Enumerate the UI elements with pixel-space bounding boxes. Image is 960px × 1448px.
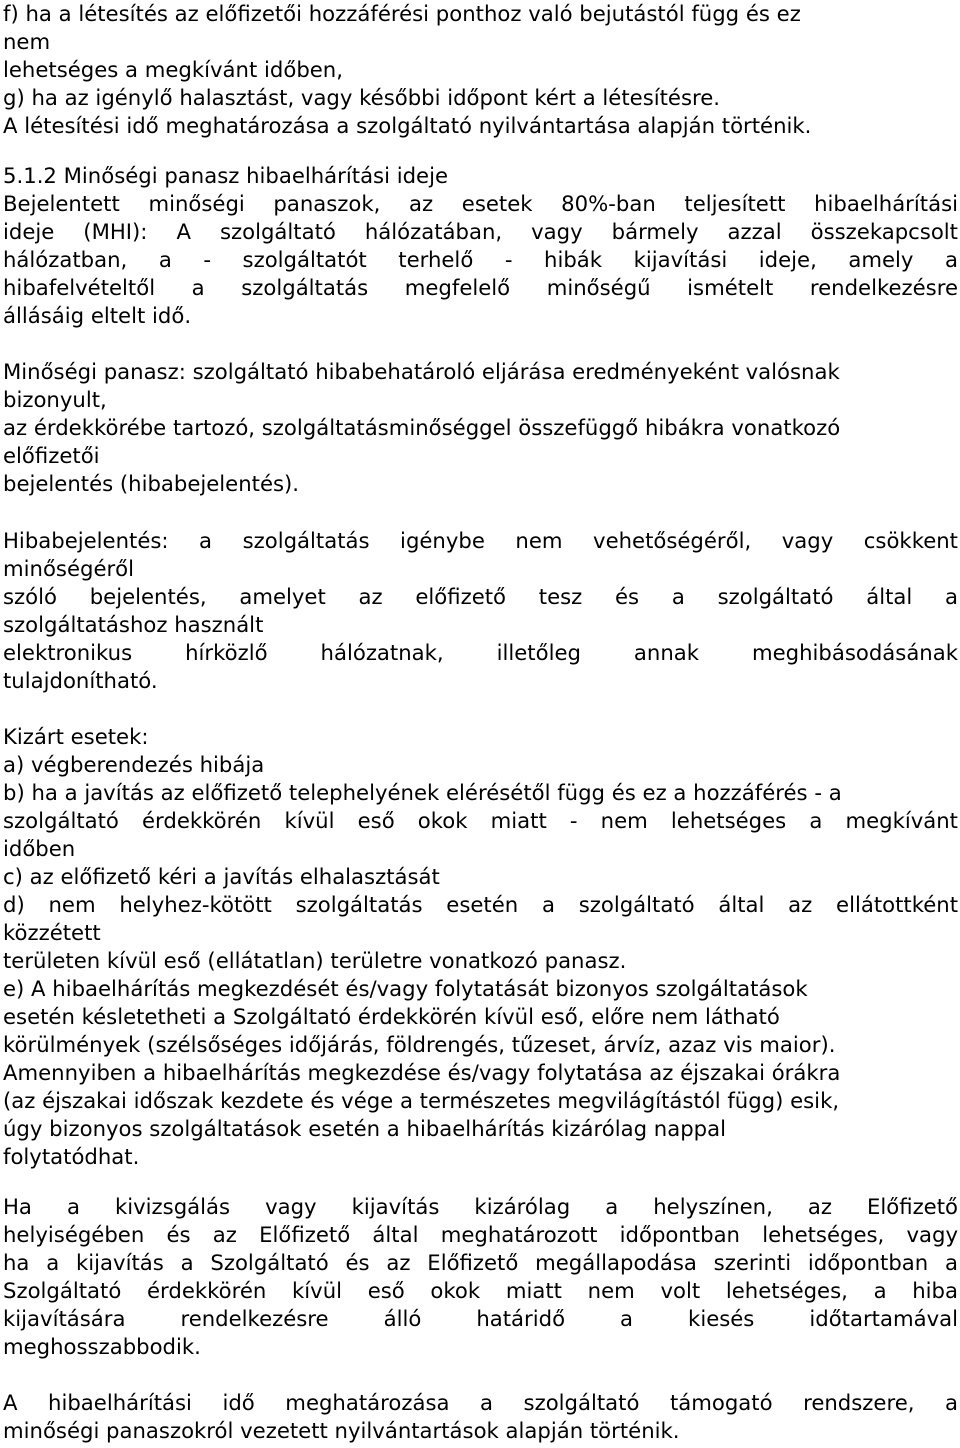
text-line: hibafelvételtől a szolgáltatás megfelelő minőségű ismételt rendelkezésre	[3, 275, 958, 300]
text-line: Szolgáltató érdekkörén kívül eső okok miatt nem volt lehetséges, a hiba	[3, 1278, 958, 1303]
text-line: területen kívül eső (ellátatlan) területre vonatkozó panasz.	[3, 948, 627, 973]
text-line: minőségi panaszokról vezetett nyilvántartások alapján történik.	[3, 1418, 680, 1443]
text-line: (az éjszakai időszak kezdete és vége a természetes megvilágítástól függ) esik,	[3, 1088, 840, 1113]
text-line: A létesítési idő meghatározása a szolgáltató nyilvántartása alapján történik.	[3, 113, 812, 138]
text-line: Amennyiben a hibaelhárítás megkezdése és/vagy folytatása az éjszakai órákra	[3, 1060, 841, 1085]
text-line: Hibabejelentés: a szolgáltatás igénybe nem vehetőségéről, vagy csökkent	[3, 528, 958, 553]
text-line: Bejelentett minőségi panaszok, az esetek 80%-ban teljesített hibaelhárítási	[3, 191, 958, 216]
text-line: a) végberendezés hibája	[3, 752, 265, 777]
text-line: bejelentés (hibabejelentés).	[3, 471, 300, 496]
text-line: meghosszabbodik.	[3, 1334, 201, 1359]
text-line: ideje (MHI): A szolgáltató hálózatában, vagy bármely azzal összekapcsolt	[3, 219, 958, 244]
text-line: ha a kijavítás a Szolgáltató és az Előfizető megállapodása szerinti időpontban a	[3, 1250, 958, 1275]
text-line: Ha a kivizsgálás vagy kijavítás kizárólag a helyszínen, az Előfizető	[3, 1194, 958, 1219]
text-line: Minőségi panasz: szolgáltató hibabehatároló eljárása eredményeként valósnak	[3, 359, 840, 384]
text-line: közzétett	[3, 920, 101, 945]
section-heading: 5.1.2 Minőségi panasz hibaelhárítási ideje	[3, 163, 449, 188]
text-line: d) nem helyhez-kötött szolgáltatás esetén a szolgáltató által az ellátottként	[3, 892, 958, 917]
text-line: kijavítására rendelkezésre álló határidő a kiesés időtartamával	[3, 1306, 958, 1331]
text-line: f) ha a létesítés az előfizetői hozzáférési ponthoz való bejutástól függ és ez	[3, 1, 801, 26]
text-line: b) ha a javítás az előfizető telephelyének elérésétől függ és ez a hozzáférés - a	[3, 780, 842, 805]
text-line: g) ha az igénylő halasztást, vagy későbbi időpont kért a létesítésre.	[3, 85, 721, 110]
text-line: bizonyult,	[3, 387, 107, 412]
text-line: hálózatban, a - szolgáltatót terhelő - hibák kijavítási ideje, amely a	[3, 247, 958, 272]
text-line: időben	[3, 836, 76, 861]
text-line: e) A hibaelhárítás megkezdését és/vagy folytatását bizonyos szolgáltatások	[3, 976, 808, 1001]
text-line: úgy bizonyos szolgáltatások esetén a hibaelhárítás kizárólag nappal	[3, 1116, 726, 1141]
text-line: szolgáltatáshoz használt	[3, 612, 264, 637]
text-line: állásáig eltelt idő.	[3, 303, 192, 328]
text-line: szolgáltató érdekkörén kívül eső okok miatt - nem lehetséges a megkívánt	[3, 808, 958, 833]
text-line: A hibaelhárítási idő meghatározása a szolgáltató támogató rendszere, a	[3, 1390, 958, 1415]
text-line: folytatódhat.	[3, 1144, 140, 1169]
text-line: minőségéről	[3, 556, 135, 581]
text-line: előfizetői	[3, 443, 100, 468]
text-line: esetén késletetheti a Szolgáltató érdekkörén kívül eső, előre nem látható	[3, 1004, 780, 1029]
text-line: szóló bejelentés, amelyet az előfizető tesz és a szolgáltató által a	[3, 584, 958, 609]
text-line: tulajdonítható.	[3, 668, 158, 693]
text-line: elektronikus hírközlő hálózatnak, illetőleg annak meghibásodásának	[3, 640, 958, 665]
text-line: nem	[3, 29, 51, 54]
text-line: körülmények (szélsőséges időjárás, földrengés, tűzeset, árvíz, azaz vis maior).	[3, 1032, 836, 1057]
text-line: helyiségében és az Előfizető által meghatározott időpontban lehetséges, vagy	[3, 1222, 958, 1247]
text-line: c) az előfizető kéri a javítás elhalasztását	[3, 864, 440, 889]
text-line: lehetséges a megkívánt időben,	[3, 57, 343, 82]
text-line: Kizárt esetek:	[3, 724, 149, 749]
text-line: az érdekkörébe tartozó, szolgáltatásminőséggel összefüggő hibákra vonatkozó	[3, 415, 841, 440]
